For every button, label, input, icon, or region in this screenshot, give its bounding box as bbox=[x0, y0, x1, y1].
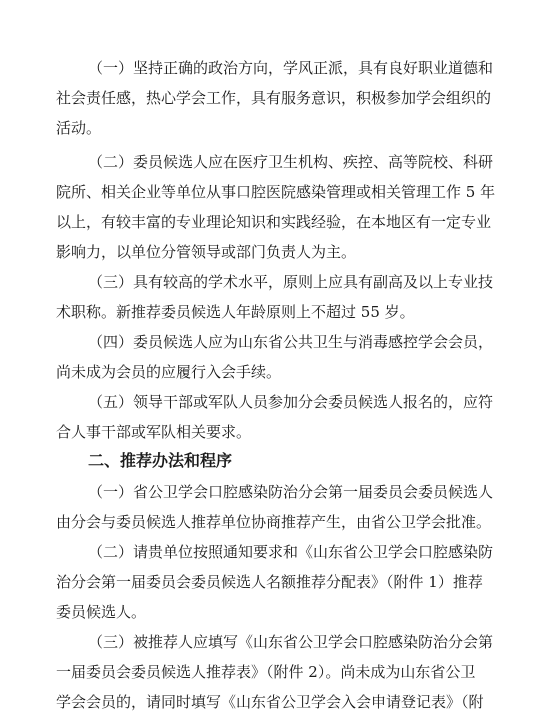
paragraph-line: 院所、相关企业等单位从事口腔医院感染管理或相关管理工作 5 年 bbox=[56, 183, 496, 201]
paragraph-line: （三）具有较高的学术水平，原则上应具有副高及以上专业技 bbox=[88, 273, 494, 291]
paragraph-line: 尚未成为会员的应履行入会手续。 bbox=[56, 363, 282, 381]
paragraph-line: （一）坚持正确的政治方向，学风正派，具有良好职业道德和 bbox=[88, 59, 494, 77]
paragraph-line: 影响力，以单位分管领导或部门负责人为主。 bbox=[56, 243, 357, 261]
paragraph-line: 社会责任感，热心学会工作，具有服务意识，积极参加学会组织的 bbox=[56, 89, 492, 107]
paragraph-line: （一）省公卫学会口腔感染防治分会第一届委员会委员候选人 bbox=[88, 483, 494, 501]
paragraph-line: 以上，有较丰富的专业理论知识和实践经验，在本地区有一定专业 bbox=[56, 213, 492, 231]
paragraph-line: 合人事干部或军队相关要求。 bbox=[56, 423, 252, 441]
paragraph-line: 术职称。新推荐委员候选人年龄原则上不超过 55 岁。 bbox=[56, 303, 415, 321]
paragraph-line: 活动。 bbox=[56, 119, 102, 137]
paragraph-line: 委员候选人。 bbox=[56, 603, 147, 621]
paragraph-line: （三）被推荐人应填写《山东省公卫学会口腔感染防治分会第 bbox=[88, 633, 494, 651]
paragraph-line: 治分会第一届委员会委员候选人名额推荐分配表》（附件 1）推荐 bbox=[56, 573, 483, 591]
paragraph-line: 学会会员的，请同时填写《山东省公卫学会入会申请登记表》（附 bbox=[56, 693, 484, 711]
paragraph-line: （二）请贵单位按照通知要求和《山东省公卫学会口腔感染防 bbox=[88, 543, 494, 561]
paragraph-line: （五）领导干部或军队人员参加分会委员候选人报名的，应符 bbox=[88, 393, 494, 411]
paragraph-line: 由分会与委员候选人推荐单位协商推荐产生，由省公卫学会批准。 bbox=[56, 513, 492, 531]
paragraph-line: 一届委员会委员候选人推荐表》（附件 2）。尚未成为山东省公卫 bbox=[56, 663, 476, 681]
section-heading: 二、推荐办法和程序 bbox=[88, 451, 233, 470]
paragraph-line: （二）委员候选人应在医疗卫生机构、疾控、高等院校、科研 bbox=[88, 153, 494, 171]
paragraph-line: （四）委员候选人应为山东省公共卫生与消毒感控学会会员， bbox=[88, 333, 494, 351]
